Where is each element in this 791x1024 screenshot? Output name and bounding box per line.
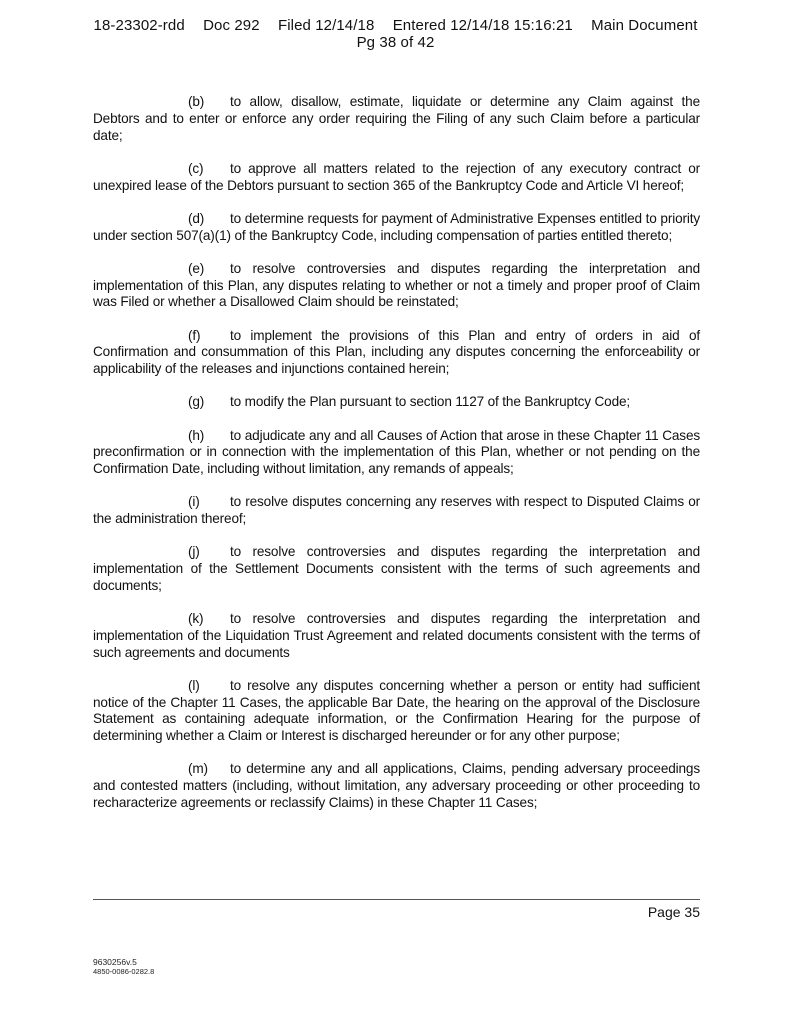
clause-text: to resolve controversies and disputes regarding the interpretation and implementation of the Settlement Documents consistent with the terms of such agreements and documents; <box>93 544 700 593</box>
clause-text: to resolve disputes concerning any reserves with respect to Disputed Claims or the administration thereof; <box>93 494 700 527</box>
clause-i <box>93 494 700 528</box>
clause-text: to resolve controversies and disputes regarding the interpretation and implementation of this Plan, any disputes relating to whether or not a timely and proper proof of Claim was Filed or whether a Disallowed Claim should be reinstated; <box>93 260 700 310</box>
clause-text: to resolve any disputes concerning whether a person or entity had sufficient notice of the Chapter 11 Cases, the applicable Bar Date, the hearing on the approval of the Disclosure Statement as containing adequate information, or the Confirmation Hearing for the purpose of determining whether a Claim or Interest is discharged hereunder or for any other purpose; <box>93 677 700 744</box>
clause-number: (m) <box>188 761 208 777</box>
clause-text: to modify the Plan pursuant to section 1127 of the Bankruptcy Code; <box>230 394 631 410</box>
clause-h <box>93 428 700 478</box>
clause-j <box>93 544 700 594</box>
filed-date: Filed 12/14/18 <box>277 17 375 34</box>
document-id-primary: 9630256v.5 <box>93 957 137 967</box>
entered-date: Entered 12/14/18 15:16:21 <box>392 17 573 34</box>
clause-number: (g) <box>188 394 205 410</box>
clause-g <box>93 394 700 411</box>
clause-number: (h) <box>188 427 205 443</box>
page-of-pages: Pg 38 of 42 <box>356 34 435 51</box>
case-number: 18-23302-rdd <box>93 17 185 34</box>
clause-number: (e) <box>188 260 205 276</box>
clause-e <box>93 261 700 311</box>
clause-f <box>93 328 700 378</box>
footer-divider <box>93 899 700 900</box>
clause-text: to determine any and all applications, Claims, pending adversary proceedings and contested matters (including, without limitation, any adversary proceeding or other proceeding to recharacterize agreements or reclassify Claims) in these Chapter 11 Cases; <box>93 761 700 810</box>
clause-number: (k) <box>188 611 204 627</box>
document-id-secondary: 4850-0086-0282.8 <box>93 967 155 976</box>
clause-l <box>93 678 700 745</box>
clause-number: (f) <box>188 327 201 343</box>
clause-text: to determine requests for payment of Administrative Expenses entitled to priority under section 507(a)(1) of the Bankruptcy Code, including compensation of parties entitled thereto; <box>93 210 700 243</box>
clause-c <box>93 161 700 195</box>
clause-b <box>93 94 700 144</box>
clause-m <box>93 761 700 811</box>
doc-number: Doc 292 <box>203 17 260 34</box>
page-number: Page 35 <box>647 904 700 920</box>
main-document-label: Main Document <box>591 17 698 34</box>
filing-header-line <box>0 17 791 34</box>
document-body <box>93 94 700 828</box>
clause-text: to resolve controversies and disputes regarding the interpretation and implementation of the Liquidation Trust Agreement and related documents consistent with the terms of such agreements and documents <box>93 611 700 660</box>
clause-number: (l) <box>188 677 200 693</box>
clause-number: (i) <box>188 494 200 510</box>
clause-text: to approve all matters related to the rejection of any executory contract or unexpired lease of the Debtors pursuant to section 365 of the Bankruptcy Code and Article VI hereof; <box>93 160 700 193</box>
clause-number: (b) <box>188 94 205 109</box>
clause-text: to implement the provisions of this Plan and entry of orders in aid of Confirmation and consummation of this Plan, including any disputes concerning the enforceability or applicability of the releases and injunctions contained herein; <box>93 327 700 377</box>
clause-d <box>93 211 700 245</box>
clause-number: (c) <box>188 160 204 176</box>
clause-number: (d) <box>188 210 205 226</box>
clause-number: (j) <box>188 544 200 560</box>
clause-k <box>93 611 700 661</box>
clause-text: to adjudicate any and all Causes of Action that arose in these Chapter 11 Cases preconfirmation or in connection with the implementation of this Plan, whether or not pending on the Confirmation Date, including without limitation, any remands of appeals; <box>93 427 700 477</box>
filing-header <box>0 17 791 51</box>
clause-text: to allow, disallow, estimate, liquidate or determine any Claim against the Debtors and to enter or enforce any order requiring the Filing of any such Claim before a particular date; <box>93 94 700 143</box>
